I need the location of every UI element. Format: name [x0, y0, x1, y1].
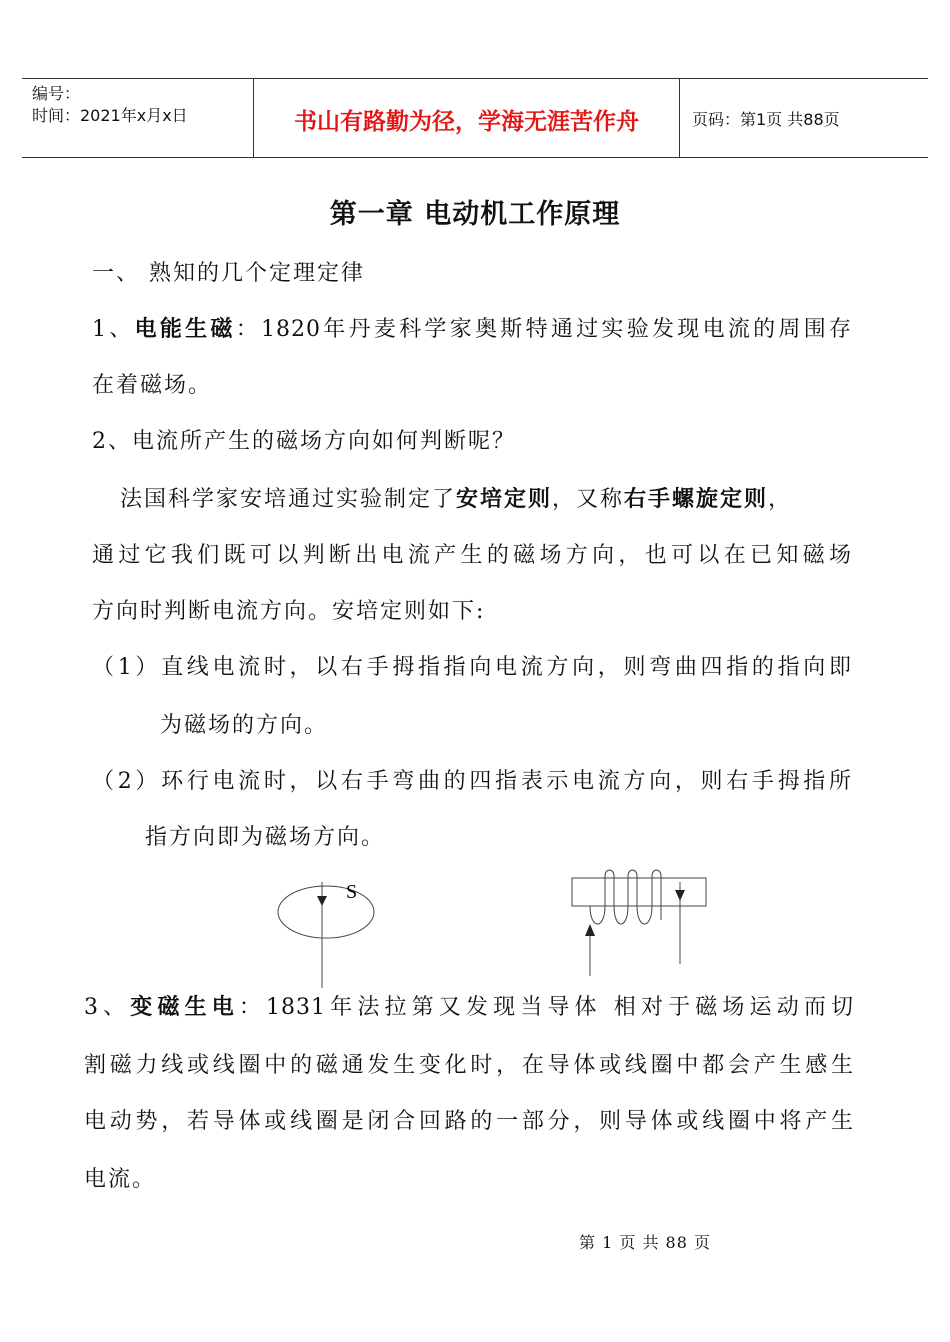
header-motto-cell [254, 79, 680, 157]
chapter-title: 第一章 电动机工作原理 [329, 199, 621, 230]
item-3-prefix: 3、 [84, 995, 131, 1020]
solenoid-core [572, 878, 706, 906]
rule-case-1: （1）直线电流时，以右手拇指指向电流方向，则弯曲四指的指向即 [92, 655, 852, 680]
document-number-label: 编号： [32, 84, 81, 103]
paragraph-ampere-line-2: 通过它我们既可以判断出电流产生的磁场方向，也可以在已知磁场 [92, 543, 852, 568]
document-time-label: 时间：2021年x月x日 [32, 106, 188, 125]
ampere-text-3: ， [768, 487, 793, 512]
paragraph-ampere-rule [120, 482, 792, 513]
paragraph-item-3 [84, 990, 854, 1021]
solenoid-figure [572, 870, 706, 976]
item-1-text: ：1820年丹麦科学家奥斯特通过实验发现电流的周围存 [235, 317, 852, 342]
item-1-prefix: 1、 [92, 317, 135, 342]
paragraph-ampere-line-3: 方向时判断电流方向。安培定则如下: [92, 599, 486, 624]
rule-case-2-continued: 指方向即为磁场方向。 [145, 825, 386, 850]
right-hand-rule-term: 右手螺旋定则 [624, 487, 769, 512]
paragraph-item-3-line-3: 电动势，若导体或线圈是闭合回路的一部分，则导体或线圈中将产生 [84, 1109, 854, 1134]
header-page-number: 页码：第1页 共88页 [692, 110, 840, 129]
item-1-term: 电能生磁 [134, 317, 236, 342]
straight-current-figure [278, 881, 374, 988]
current-in-arrow-icon [585, 924, 595, 936]
item-3-term: 变磁生电 [130, 995, 239, 1020]
header-motto: 书山有路勤为径，学海无涯苦作舟 [294, 109, 639, 135]
ampere-rule-diagram [0, 860, 950, 990]
paragraph-item-1 [92, 312, 852, 343]
paragraph-item-1-continued: 在着磁场。 [92, 373, 213, 398]
current-out-arrow-icon [675, 890, 685, 901]
page-footer: 第 1 页 共 88 页 [579, 1233, 711, 1252]
ampere-text-2: ，又称 [552, 487, 625, 512]
current-arrow-icon [317, 896, 327, 906]
ampere-text-1: 法国科学家安培通过实验制定了 [120, 487, 457, 512]
header-meta-cell [22, 79, 254, 157]
item-3-text: ：1831年法拉第又发现当导体 相对于磁场运动而切 [238, 995, 854, 1020]
section-heading: 一、 熟知的几个定理定律 [92, 261, 365, 286]
paragraph-item-3-line-2: 割磁力线或线圈中的磁通发生变化时，在导体或线圈中都会产生感生 [84, 1053, 854, 1078]
document-header [22, 78, 928, 158]
header-page-cell [680, 79, 928, 157]
paragraph-item-2-question: 2、电流所产生的磁场方向如何判断呢？ [92, 429, 516, 454]
rule-case-2: （2）环行电流时，以右手弯曲的四指表示电流方向，则右手拇指所 [92, 769, 852, 794]
s-pole-label: S [346, 881, 358, 903]
rule-case-1-continued: 为磁场的方向。 [160, 713, 329, 738]
magnetic-field-loop [278, 886, 374, 938]
ampere-rule-term: 安培定则 [456, 487, 553, 512]
paragraph-item-3-line-4: 电流。 [84, 1167, 157, 1192]
